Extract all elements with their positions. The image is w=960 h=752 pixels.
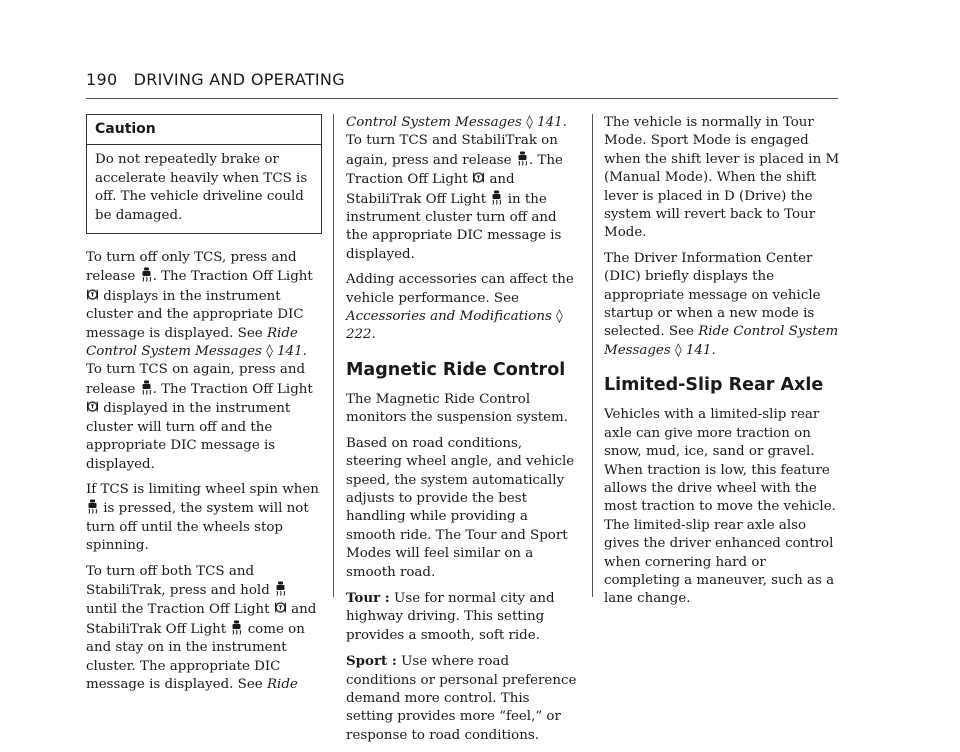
column-divider (592, 114, 593, 597)
paragraph: The vehicle is normally in Tour Mode. Sport Mode is engaged when the shift lever is placed in M (Manual Mode). When the shift lever is placed in D (Drive) the system will revert back to Tour Mode. (604, 115, 840, 241)
column-2 (346, 114, 580, 752)
paragraph: Control System Messages ◊ 141. To turn TCS and StabiliTrak on again, press and release . The Traction Off Light and StabiliTrak Off Light in the instrument cluster turn off and the appropriate DIC message is displayed. (346, 115, 567, 262)
traction-control-button-icon (275, 581, 286, 596)
cross-reference-link[interactable]: Ride (266, 676, 298, 692)
cross-reference-link[interactable]: Ride Control System Messages (604, 324, 839, 358)
traction-off-light-icon (473, 170, 484, 185)
page-ref[interactable]: 141 (277, 344, 303, 360)
cross-reference-link[interactable]: Accessories and Modifications (346, 309, 552, 325)
caution-title: Caution (87, 115, 321, 145)
page-ref-arrow-icon: ◊ (675, 342, 682, 358)
page-ref-arrow-icon: ◊ (526, 115, 533, 130)
page-header (86, 70, 345, 89)
section-heading: Magnetic Ride Control (346, 359, 566, 380)
traction-control-button-icon (141, 380, 152, 395)
caution-text: Do not repeatedly brake or accelerate heavily when TCS is off. The vehicle driveline could be damaged. (95, 152, 308, 223)
stabilitrak-off-light-icon (231, 620, 242, 635)
section-heading: Limited-Slip Rear Axle (604, 375, 824, 396)
paragraph: Adding accessories can affect the vehicle performance. See Accessories and Modifications ◊ 222. (346, 272, 574, 343)
traction-control-button-icon (517, 151, 528, 166)
paragraph: To turn off only TCS, press and release . The Traction Off Light displays in the instrument cluster and the appropriate DIC message is displayed. See Ride Control System Messages ◊ 141. To turn TCS on again, press and release . The Traction Off Light displayed in the instrument cluster will turn off and the appropriate DIC message is displayed. (86, 250, 313, 472)
column-divider (333, 114, 334, 597)
paragraph: The Driver Information Center (DIC) briefly displays the appropriate message on vehicle startup or when a new mode is selected. See Ride Control System Messages ◊ 141. (604, 250, 839, 358)
traction-off-light-icon (275, 600, 286, 615)
cross-reference-link[interactable]: Control System Messages (346, 115, 522, 130)
page-number: 190 (86, 70, 118, 89)
page-ref-arrow-icon: ◊ (266, 344, 273, 360)
page-ref-arrow-icon: ◊ (556, 309, 563, 325)
caution-box (86, 114, 322, 234)
traction-off-light-icon (87, 399, 98, 414)
definition-paragraph: Tour : Use for normal city and highway driving. This setting provides a smooth, soft ride. (346, 589, 555, 643)
paragraph: Based on road conditions, steering wheel angle, and vehicle speed, the system automatically adjusts to provide the best handling while providing a smooth ride. The Tour and Sport Modes will feel similar on a smooth road. (346, 435, 575, 580)
traction-off-light-icon (87, 287, 98, 302)
paragraph: To turn off both TCS and StabiliTrak, press and hold until the Traction Off Light and StabiliTrak Off Light come on and stay on in the instrument cluster. The appropriate DIC message is displayed. See Ride (86, 563, 317, 692)
paragraph: Vehicles with a limited-slip rear axle can give more traction on snow, mud, ice, sand or gravel. When traction is low, this feature allows the drive wheel with the most traction to move the vehicle. The limited-slip rear axle also gives the driver enhanced control when cornering hard or completing a maneuver, such as a lane change. (604, 407, 836, 607)
traction-control-button-icon (87, 499, 98, 514)
term-label: Sport : (346, 653, 397, 670)
definition-paragraph: Sport : Use where road conditions or personal preference demand more control. This setting provides more “feel,” or response to road conditions. (346, 653, 577, 743)
section-title: DRIVING AND OPERATING (133, 70, 345, 89)
traction-control-button-icon (141, 267, 152, 282)
header-rule (86, 98, 838, 99)
paragraph: The Magnetic Ride Control monitors the suspension system. (346, 391, 568, 426)
cross-reference-link[interactable]: Ride Control System Messages (86, 325, 298, 360)
page-ref[interactable]: 141 (685, 342, 712, 358)
paragraph: If TCS is limiting wheel spin when is pressed, the system will not turn off until the wheels stop spinning. (86, 481, 319, 554)
column-1 (86, 114, 322, 701)
page-ref[interactable]: 222 (346, 327, 372, 343)
stabilitrak-off-light-icon (491, 190, 502, 205)
page-ref[interactable]: 141 (537, 115, 563, 130)
term-label: Tour : (346, 589, 390, 606)
column-3 (604, 114, 840, 616)
